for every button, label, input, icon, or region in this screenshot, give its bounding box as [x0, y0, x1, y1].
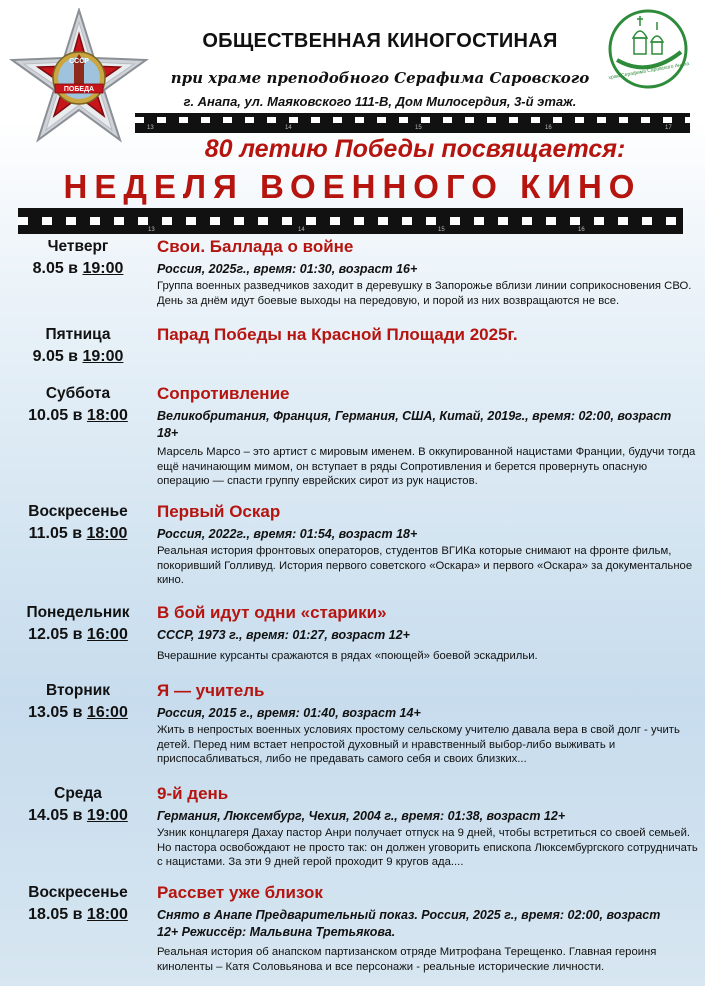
- event-info: Снято в Анапе Предварительный показ. Россия, 2025 г., время: 02:00, возраст 12+ Режиссёр: Мальвина Третьякова.: [157, 908, 661, 939]
- header-subtitle: при храме преподобного Серафима Саровского: [170, 69, 590, 87]
- victory-order-icon: [6, 8, 152, 154]
- event-info: Россия, 2025г., время: 01:30, возраст 16+: [157, 262, 418, 276]
- film-number: 16: [545, 125, 552, 131]
- event-info: Германия, Люксембург, Чехия, 2004 г., время: 01:38, возраст 12+: [157, 809, 566, 823]
- event-date: 10.05 в: [28, 407, 83, 424]
- event-description: Марсель Марсо – это артист с мировым именем. В оккупированной нацистами Франции, будучи тогда ещё начинающим мимом, он вступает в ряды Сопротивления и берется провернуть опасную операцию — спасти группу еврейских сирот из рук нацистов.: [157, 446, 696, 487]
- film-number: 15: [415, 125, 422, 131]
- film-number: 17: [665, 125, 672, 131]
- event-item: [0, 603, 705, 673]
- event-datetime: [8, 807, 148, 825]
- event-description: Группа военных разведчиков заходит в деревушку в Запорожье вблизи линии соприкосновения СВО. День за днём идут боевые выходы на передовую, и порой из них возвращаются не все.: [157, 280, 692, 307]
- film-number: 16: [578, 227, 585, 233]
- event-title: 9-й день: [157, 784, 229, 803]
- event-time: 18:00: [86, 906, 128, 923]
- event-info: Россия, 2015 г., время: 01:40, возраст 14+: [157, 706, 421, 720]
- event-time: 18:00: [86, 525, 128, 542]
- event-title: В бой идут одни «старики»: [157, 603, 387, 622]
- film-number: 15: [438, 227, 445, 233]
- event-info: Россия, 2022г., время: 01:54, возраст 18+: [157, 527, 418, 541]
- event-description: Узник концлагеря Дахау пастор Анри получает отпуск на 9 дней, чтобы встретиться со своей семьей. Но пастора освобождают не просто так: он должен уговорить епископа Люксембургского сотрудничать с нацистами. За эти 9 дней герой проходит 9 кругов ада....: [157, 827, 698, 868]
- dedication-text: 80 летию Победы посвящается:: [204, 135, 626, 163]
- event-item: [0, 384, 705, 494]
- event-description: Вчерашние курсанты сражаются в рядах «поющей» боевой эскадрильи.: [157, 650, 538, 662]
- event-date: 8.05 в: [32, 260, 79, 277]
- event-day: Пятница: [45, 326, 111, 343]
- badge-victory-text: ПОБЕДА: [63, 86, 95, 93]
- event-time: 19:00: [82, 348, 124, 365]
- film-number: 13: [148, 227, 155, 233]
- film-strip-mid: [18, 208, 683, 234]
- event-item: [0, 784, 705, 879]
- event-item: [0, 883, 705, 983]
- event-day: Воскресенье: [28, 884, 128, 901]
- event-day: Среда: [54, 785, 102, 802]
- event-title: Парад Победы на Красной Площади 2025г.: [157, 325, 518, 344]
- event-item: [0, 502, 705, 597]
- event-title: Сопротивление: [157, 384, 290, 403]
- event-info: СССР, 1973 г., время: 01:27, возраст 12+: [157, 628, 410, 642]
- event-date: 11.05 в: [28, 525, 83, 542]
- film-number: 14: [298, 227, 305, 233]
- event-datetime: [8, 525, 148, 543]
- event-datetime: [8, 906, 148, 924]
- event-date: 12.05 в: [28, 626, 83, 643]
- film-number: 14: [285, 125, 292, 131]
- event-time: 18:00: [86, 407, 128, 424]
- event-date: 14.05 в: [28, 807, 83, 824]
- header-title: ОБЩЕСТВЕННАЯ КИНОГОСТИНАЯ: [202, 30, 558, 52]
- badge-ussr-text: СССР: [69, 58, 89, 65]
- event-day: Вторник: [46, 682, 110, 699]
- event-datetime: [8, 704, 148, 722]
- event-date: 18.05 в: [28, 906, 83, 923]
- event-time: 19:00: [86, 807, 128, 824]
- event-date: 9.05 в: [32, 348, 79, 365]
- event-title: Первый Оскар: [157, 502, 281, 521]
- event-time: 19:00: [82, 260, 124, 277]
- event-datetime: [8, 348, 148, 366]
- event-item: [0, 325, 705, 375]
- event-item: [0, 681, 705, 776]
- event-datetime: [8, 407, 148, 425]
- church-logo-icon: [603, 8, 693, 90]
- event-day: Четверг: [47, 238, 109, 255]
- event-day: Воскресенье: [28, 503, 128, 520]
- event-title: Свои. Баллада о войне: [157, 237, 354, 256]
- week-title: НЕДЕЛЯ ВОЕННОГО КИНО: [63, 168, 642, 205]
- event-day: Суббота: [45, 385, 111, 402]
- event-time: 16:00: [86, 704, 128, 721]
- event-datetime: [8, 626, 148, 644]
- event-time: 16:00: [86, 626, 128, 643]
- event-date: 13.05 в: [28, 704, 83, 721]
- film-number: 13: [147, 125, 154, 131]
- event-item: [0, 237, 705, 317]
- logo-text: храм Серафима Саровского Анапа: [608, 60, 690, 82]
- header-address: г. Анапа, ул. Маяковского 111-В, Дом Милосердия, 3-й этаж.: [183, 94, 577, 109]
- event-description: Реальная история фронтовых операторов, студентов ВГИКа которые снимают на фронте фильм, покоривший Голливуд. История первого советского «Оскара» и первого «Оскара» за документальное кино.: [157, 545, 693, 586]
- event-title: Рассвет уже близок: [157, 883, 323, 902]
- event-info: Великобритания, Франция, Германия, США, Китай, 2019г., время: 02:00, возраст 18+: [157, 409, 672, 440]
- event-title: Я — учитель: [157, 681, 265, 700]
- film-strip-top: [135, 113, 690, 133]
- event-description: Жить в непростых военных условиях простому сельскому учителю давала вера в свой долг - учить детей. Перед ним встает непростой духовный и нравственный выбор-либо выживать и приспосабливаться, либо не предавать самого себя и своих близких...: [157, 724, 680, 765]
- event-day: Понедельник: [26, 604, 130, 621]
- event-datetime: [8, 260, 148, 278]
- event-description: Реальная история об анапском партизанском отряде Митрофана Терещенко. Главная героиня киноленты – Катя Соловьянова и все персонажи - реальные исторические личности.: [157, 946, 657, 973]
